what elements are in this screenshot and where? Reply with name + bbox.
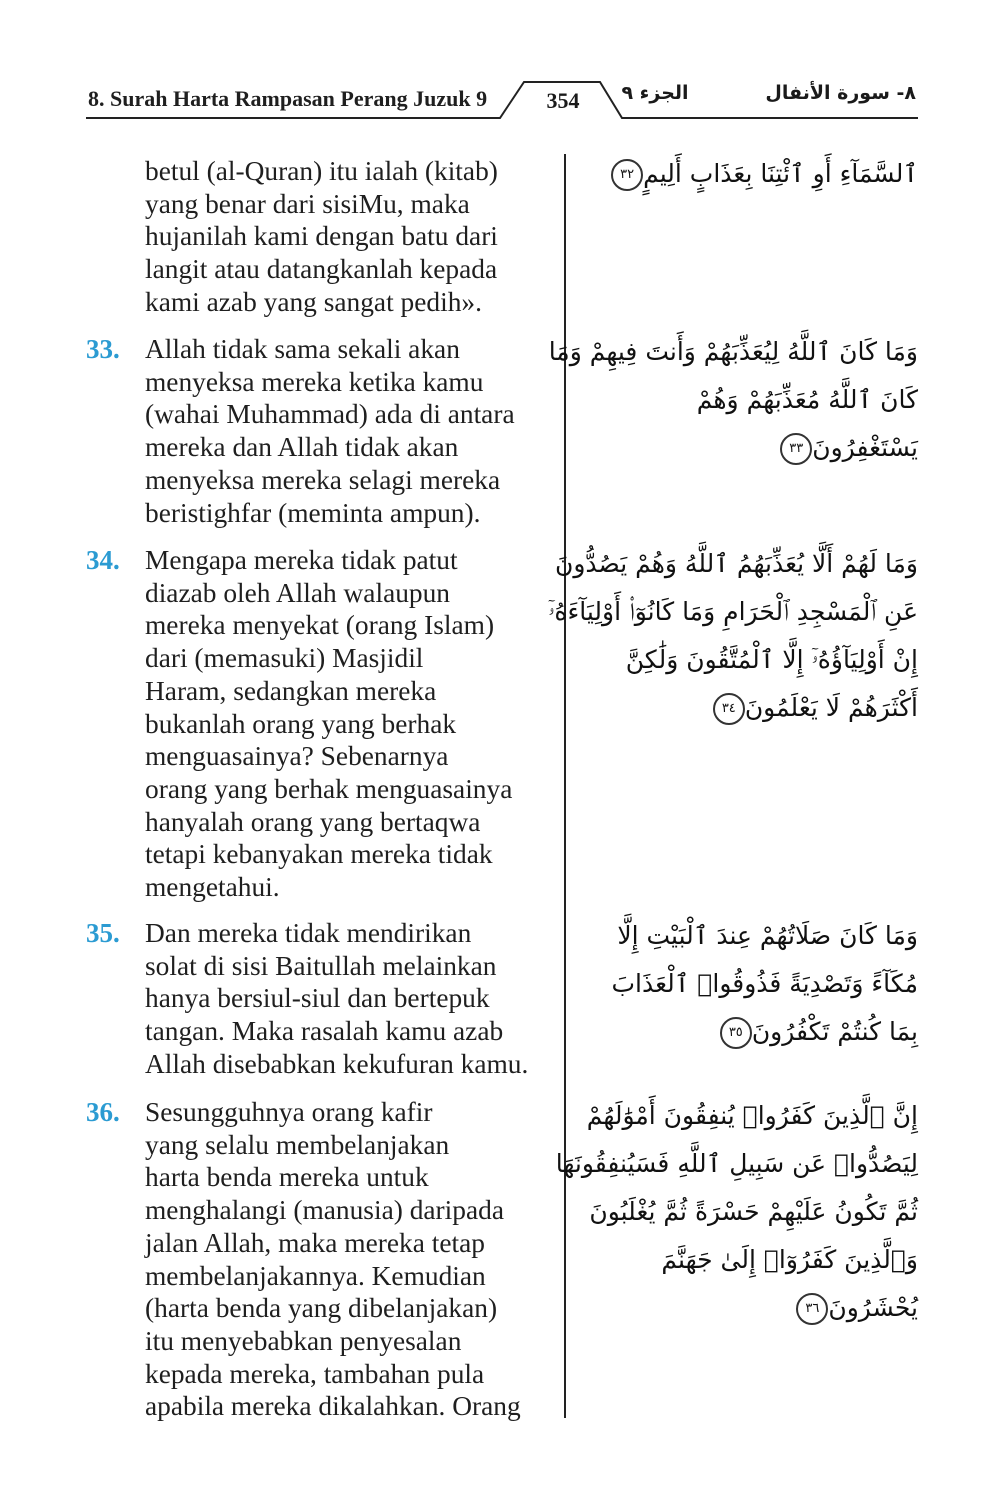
page-number: 354 [546, 88, 580, 113]
translation-line: hanya bersiul-siul dan bertepuk [145, 983, 490, 1014]
translation-line: mereka menyekat (orang Islam) [145, 610, 495, 641]
arabic-line: لِيَصُدُّوا۟ عَن سَبِيلِ ٱللَّهِ فَسَيُنفِقُونَهَا [555, 1149, 918, 1178]
arabic-line: ثُمَّ تَكُونُ عَلَيْهِمْ حَسْرَةً ثُمَّ يُغْلَبُونَ [589, 1197, 918, 1226]
ayah-end-marker: ٣٥ [720, 1017, 752, 1049]
translation-line: Mengapa mereka tidak patut [145, 545, 458, 575]
arabic-line: وَٱلَّذِينَ كَفَرُوٓا۟ إِلَىٰ جَهَنَّمَ [661, 1245, 918, 1274]
header-rule [0, 0, 1000, 140]
translation-line: langit atau datangkanlah kepada [145, 254, 498, 285]
translation-line: hujanilah kami dengan batu dari [145, 221, 498, 252]
translation-line: itu menyebabkan penyesalan [145, 1325, 462, 1356]
arabic-verse-block [578, 150, 918, 198]
translation-line: menghalangi (manusia) daripada [145, 1195, 504, 1226]
ayah-end-marker: ٣٢ [611, 159, 643, 191]
translation-line: menyeksa mereka ketika kamu [145, 366, 484, 397]
translation-line: yang benar dari sisiMu, maka [145, 188, 470, 219]
arabic-line: بِمَا كُنتُمْ تَكْفُرُونَ٣٥ [578, 1008, 918, 1056]
juz-label-arabic: الجزء ٩ [621, 82, 689, 104]
translation-line: membelanjakannya. Kemudian [145, 1260, 486, 1291]
translation-block [145, 333, 563, 529]
translation-line: Dan mereka tidak mendirikan [145, 918, 472, 948]
verse-number: 36. [86, 1097, 120, 1127]
arabic-line: يُحْشَرُونَ٣٦ [578, 1284, 918, 1332]
arabic-line: يَسْتَغْفِرُونَ٣٣ [578, 424, 918, 472]
arabic-verse-block [548, 540, 918, 732]
arabic-line: مُكَآءً وَتَصْدِيَةً فَذُوقُوا۟ ٱلْعَذَابَ [611, 969, 918, 998]
translation-line: bukanlah orang yang berhak [145, 708, 457, 739]
translation-line: jalan Allah, maka mereka tetap [145, 1227, 485, 1258]
translation-line: tangan. Maka rasalah kamu azab [145, 1016, 504, 1047]
verse-number: 35. [86, 918, 120, 948]
translation-block [145, 1096, 563, 1423]
translation-line: Allah disebabkan kekufuran kamu. [145, 1048, 529, 1079]
translation-line: solat di sisi Baitullah melainkan [145, 950, 497, 981]
arabic-line: أَكْثَرَهُمْ لَا يَعْلَمُونَ٣٤ [578, 684, 918, 732]
translation-block [145, 917, 563, 1081]
translation-line: Sesungguhnya orang kafir [145, 1097, 433, 1127]
arabic-line: كَانَ ٱللَّهُ مُعَذِّبَهُمْ وَهُمْ [696, 385, 918, 414]
translation-line: orang yang berhak menguasainya [145, 773, 513, 804]
translation-block [145, 544, 563, 904]
translation-line: beristighfar (meminta ampun). [145, 497, 481, 528]
arabic-line: وَمَا كَانَ ٱللَّهُ لِيُعَذِّبَهُمْ وَأَنتَ فِيهِمْ وَمَا [548, 337, 918, 366]
translation-line: (wahai Muhammad) ada di antara [145, 399, 515, 430]
arabic-line: إِنْ أَوْلِيَآؤُهُۥٓ إِلَّا ٱلْمُتَّقُونَ وَلَٰكِنَّ [625, 645, 918, 674]
translation-line: kami azab yang sangat pedih». [145, 286, 482, 317]
arabic-line: عَنِ ٱلْمَسْجِدِ ٱلْحَرَامِ وَمَا كَانُوٓا۟ أَوْلِيَآءَهُۥٓ [548, 597, 918, 626]
translation-block [145, 155, 563, 319]
ayah-end-marker: ٣٣ [780, 433, 812, 465]
translation-line: menyeksa mereka selagi mereka [145, 464, 501, 495]
arabic-verse-block [578, 912, 918, 1056]
translation-line: dari (memasuki) Masjidil [145, 643, 424, 674]
arabic-line: وَمَا كَانَ صَلَاتُهُمْ عِندَ ٱلْبَيْتِ إِلَّا [617, 921, 918, 950]
arabic-verse-block [555, 1092, 918, 1332]
translation-line: yang selalu membelanjakan [145, 1129, 450, 1160]
translation-line: apabila mereka dikalahkan. Orang [145, 1391, 521, 1422]
translation-line: (harta benda yang dibelanjakan) [145, 1293, 498, 1324]
arabic-verse-block [548, 328, 918, 472]
translation-line: tetapi kebanyakan mereka tidak [145, 839, 493, 870]
translation-line: kepada mereka, tambahan pula [145, 1358, 485, 1389]
ayah-end-marker: ٣٦ [796, 1293, 828, 1325]
translation-line: mereka dan Allah tidak akan [145, 432, 459, 463]
translation-line: Allah tidak sama sekali akan [145, 334, 460, 364]
verse-number: 33. [86, 334, 120, 364]
translation-line: harta benda mereka untuk [145, 1162, 429, 1193]
translation-line: betul (al-Quran) itu ialah (kitab) [145, 156, 498, 186]
ayah-end-marker: ٣٤ [713, 693, 745, 725]
surah-label-arabic: ٨- سورة الأنفال [765, 82, 916, 104]
running-header-title: 8. Surah Harta Rampasan Perang Juzuk 9 [88, 86, 488, 111]
arabic-line: ٱلسَّمَآءِ أَوِ ٱئْتِنَا بِعَذَابٍ أَلِيمٍ٣٢ [578, 150, 918, 198]
verse-number: 34. [86, 545, 120, 575]
translation-line: Haram, sedangkan mereka [145, 675, 437, 706]
translation-line: diazab oleh Allah walaupun [145, 577, 451, 608]
arabic-line: إِنَّ ٱلَّذِينَ كَفَرُوا۟ يُنفِقُونَ أَمْوَٰلَهُمْ [586, 1101, 918, 1130]
translation-line: menguasainya? Sebenarnya [145, 741, 449, 772]
arabic-line: وَمَا لَهُمْ أَلَّا يُعَذِّبَهُمُ ٱللَّهُ وَهُمْ يَصُدُّونَ [554, 549, 918, 578]
translation-line: mengetahui. [145, 872, 280, 903]
translation-line: hanyalah orang yang bertaqwa [145, 806, 481, 837]
